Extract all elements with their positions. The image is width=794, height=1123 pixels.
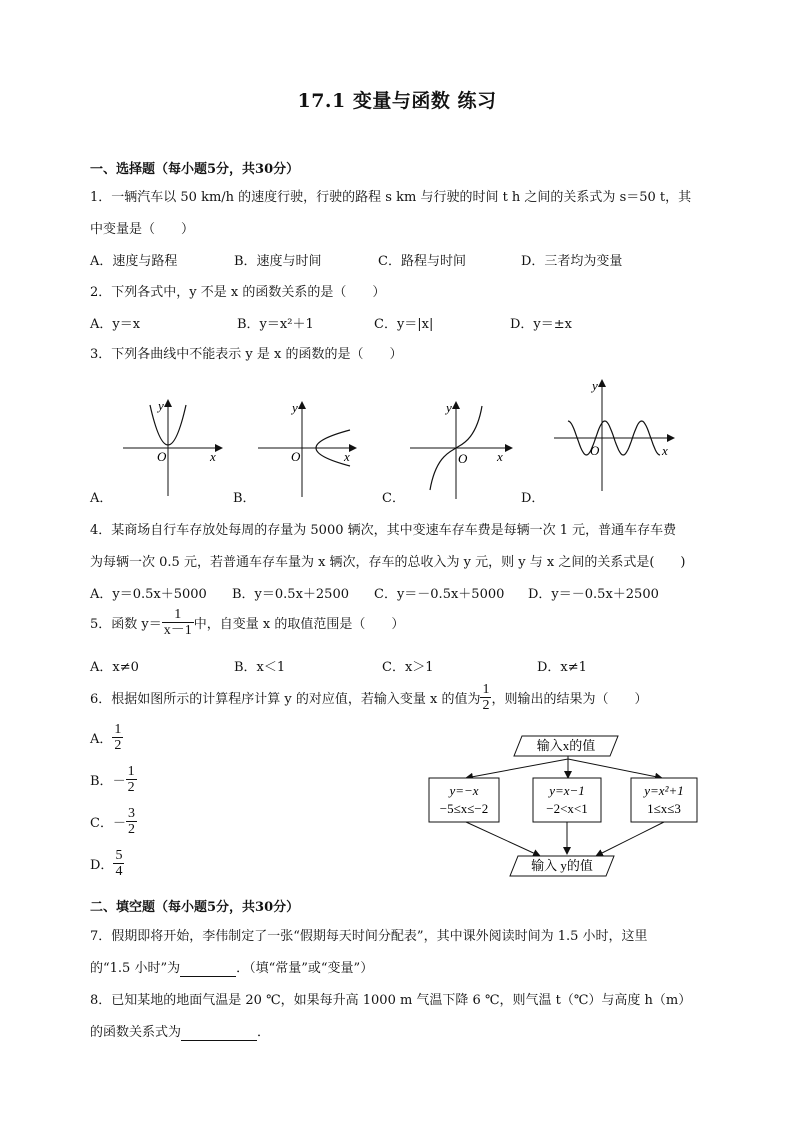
q1-option-b: B．速度与时间 <box>234 254 322 269</box>
page-title: 17.1 变量与函数 练习 <box>297 90 497 112</box>
flow-box-1-range: −5≤x≤−2 <box>439 801 489 816</box>
q6-flowchart <box>429 736 697 876</box>
q6-option-a-den: 2 <box>114 738 122 753</box>
q6-option-c-frac <box>126 806 137 837</box>
q6-option-b-den: 2 <box>127 780 135 795</box>
section-heading-choice: 一、选择题（每小题5分，共30分） <box>90 162 300 177</box>
flow-box-3-range: 1≤x≤3 <box>647 801 681 816</box>
q6-fraction <box>480 682 491 713</box>
q7-line2a: 的“1.5 小时”为 <box>90 961 181 976</box>
q6-option-c-num: 3 <box>127 806 135 821</box>
q5-frac-den: x－1 <box>163 623 192 638</box>
graph-d-origin: O <box>590 443 600 458</box>
q6-option-a <box>90 722 123 753</box>
graph-a-x-label: x <box>210 449 216 464</box>
q4-line2: 为每辆一次 0.5 元，若普通车存车量为 x 辆次，存车的总收入为 y 元，则 y 与 x 之间的关系式是( ) <box>90 555 686 570</box>
q5-frac-num: 1 <box>162 607 194 623</box>
q3-option-c: C． <box>382 491 405 506</box>
q3-stem: 3．下列各曲线中不能表示 y 是 x 的函数的是（ ） <box>90 347 403 362</box>
flow-output-text: 输入 y的值 <box>531 858 593 873</box>
q7-line2b: ．（填“常量”或“变量”） <box>236 961 374 976</box>
q6-option-b-label: B． <box>90 774 113 789</box>
graph-c-y-label: y <box>446 400 452 415</box>
q1-option-c: C．路程与时间 <box>378 254 466 269</box>
graph-a-origin: O <box>157 449 167 464</box>
q6-option-a-frac <box>112 722 123 753</box>
q5-suffix: 中，自变量 x 的取值范围是（ ） <box>193 617 405 632</box>
q8-answer-blank[interactable] <box>181 1025 257 1041</box>
q7-line1: 7．假期即将开始，李伟制定了一张“假期每天时间分配表”，其中课外阅读时间为 1.5 小时，这里 <box>90 929 648 944</box>
graph-a-y-label: y <box>158 398 164 413</box>
flow-box-3-formula: y=x²+1 <box>644 783 684 798</box>
q5-prefix: 5．函数 y＝ <box>90 617 162 632</box>
q3-option-a: A． <box>90 491 113 506</box>
q4-option-b: B．y＝0.5x＋2500 <box>232 587 349 602</box>
graph-d-y-label: y <box>592 378 598 393</box>
q5-stem <box>90 607 404 638</box>
q1-line2: 中变量是（ ） <box>90 222 195 237</box>
q6-option-d-num: 5 <box>115 848 123 863</box>
q2-option-c: C．y＝|x| <box>374 317 434 332</box>
q7-line2 <box>90 957 373 977</box>
q6-option-c-label: C． <box>90 816 113 831</box>
q6-option-c-den: 2 <box>127 822 135 837</box>
graph-d-x-label: x <box>662 443 668 458</box>
graph-c-x-label: x <box>497 449 503 464</box>
q6-option-d-den: 4 <box>115 864 123 879</box>
graph-b-y-label: y <box>292 400 298 415</box>
q6-option-c-sign: － <box>112 816 126 831</box>
q6-prefix: 6．根据如图所示的计算程序计算 y 的对应值，若输入变量 x 的值为 <box>90 692 481 707</box>
q6-option-c <box>90 806 137 837</box>
q3-option-b: B． <box>233 491 256 506</box>
q6-option-a-num: 1 <box>114 722 122 737</box>
graph-c <box>410 400 512 499</box>
flow-box-2-range: −2<x<1 <box>546 801 588 816</box>
graph-b-x-label: x <box>344 449 350 464</box>
q5-option-a: A．x≠0 <box>90 660 139 675</box>
q6-suffix: ，则输出的结果为（ ） <box>491 692 648 707</box>
q5-option-d: D．x≠1 <box>537 660 587 675</box>
q2-stem: 2．下列各式中，y 不是 x 的函数关系的是（ ） <box>90 285 386 300</box>
flow-box-2-formula: y=x−1 <box>549 783 585 798</box>
graph-a <box>123 398 222 496</box>
q8-line2 <box>90 1021 270 1041</box>
q1-option-d: D．三者均为变量 <box>521 254 623 269</box>
q6-stem <box>90 682 648 713</box>
q6-option-b-num: 1 <box>127 764 135 779</box>
q6-option-a-label: A． <box>90 732 113 747</box>
q4-line1: 4．某商场自行车存放处每周的存量为 5000 辆次，其中变速车存车费是每辆一次 1 元，普通车存车费 <box>90 523 677 538</box>
q4-option-a: A．y＝0.5x＋5000 <box>90 587 207 602</box>
graph-d <box>554 378 674 491</box>
q7-answer-blank[interactable] <box>180 961 236 977</box>
section-heading-fill: 二、填空题（每小题5分，共30分） <box>90 900 300 915</box>
q1-line1: 1．一辆汽车以 50 km/h 的速度行驶，行驶的路程 s km 与行驶的时间 t h 之间的关系式为 s＝50 t，其 <box>90 190 692 205</box>
flow-input-text: 输入x的值 <box>536 738 596 753</box>
q6-option-d-frac <box>113 848 124 879</box>
q3-option-d: D． <box>521 491 545 506</box>
q5-option-b: B．x＜1 <box>234 660 286 675</box>
graph-b-origin: O <box>291 449 301 464</box>
q8-line2b: ． <box>257 1025 271 1040</box>
graph-b <box>258 400 356 497</box>
q6-option-b-frac <box>126 764 137 795</box>
q6-option-b-sign: － <box>112 774 126 789</box>
q6-frac-num: 1 <box>482 682 490 697</box>
q4-option-c: C．y＝－0.5x＋5000 <box>374 587 505 602</box>
q1-option-a: A．速度与路程 <box>90 254 178 269</box>
q6-option-d <box>90 848 124 879</box>
q5-fraction <box>162 607 194 638</box>
q8-line1: 8．已知某地的地面气温是 20 ℃，如果每升高 1000 m 气温下降 6 ℃，则气温 t（℃）与高度 h（m） <box>90 993 692 1008</box>
q2-option-a: A．y＝x <box>90 317 141 332</box>
q8-line2a: 的函数关系式为 <box>90 1025 182 1040</box>
q6-option-b <box>90 764 137 795</box>
q2-option-d: D．y＝±x <box>510 317 572 332</box>
graph-c-origin: O <box>458 451 468 466</box>
q6-option-d-label: D． <box>90 858 114 873</box>
q4-option-d: D．y＝－0.5x＋2500 <box>528 587 659 602</box>
q6-frac-den: 2 <box>482 698 490 713</box>
q2-option-b: B．y＝x²＋1 <box>237 317 314 332</box>
flow-box-1-formula: y=−x <box>449 783 479 798</box>
q5-option-c: C．x＞1 <box>382 660 434 675</box>
